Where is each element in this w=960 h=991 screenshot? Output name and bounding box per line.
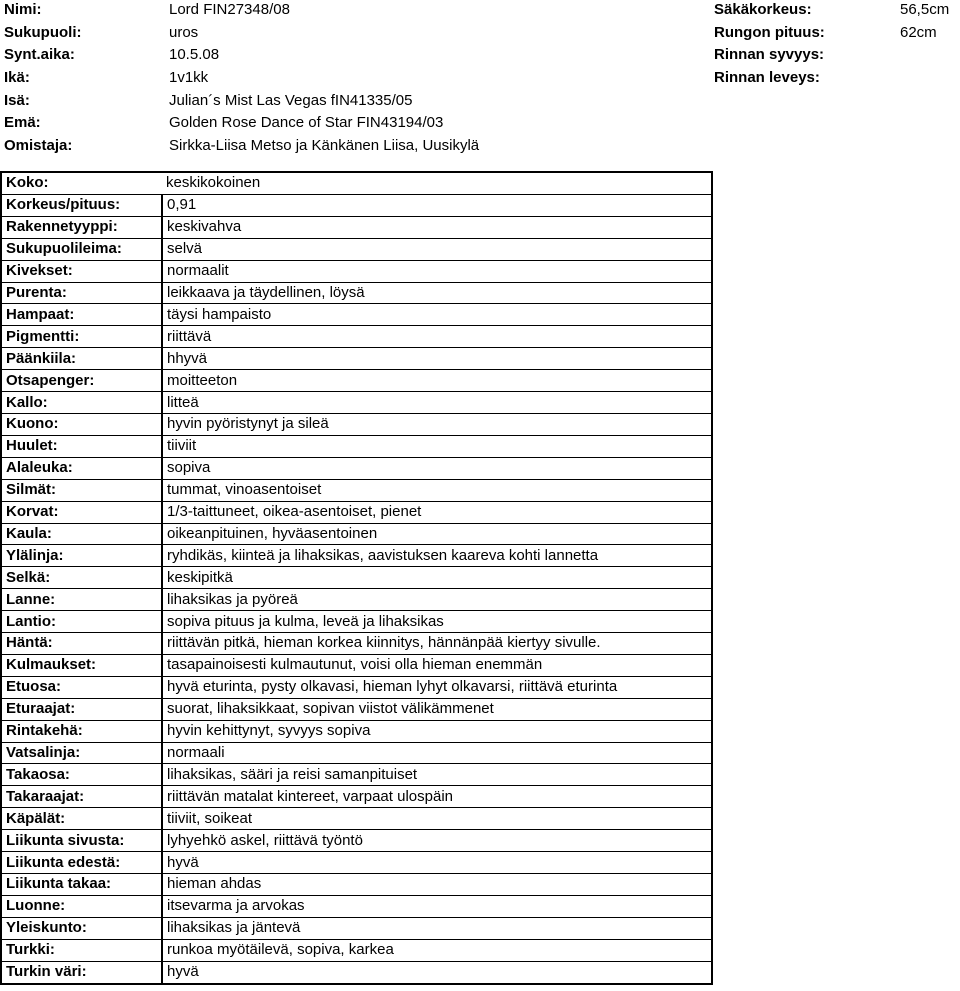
evaluation-label: Rintakehä: <box>1 720 162 742</box>
evaluation-value: tiiviit, soikeat <box>162 808 712 830</box>
evaluation-label: Korkeus/pituus: <box>1 194 162 216</box>
info-label: Nimi: <box>4 1 42 18</box>
evaluation-label: Koko: <box>1 172 162 194</box>
evaluation-row <box>1 808 712 830</box>
evaluation-value: leikkaava ja täydellinen, löysä <box>162 282 712 304</box>
info-row <box>4 45 704 68</box>
evaluation-label: Päänkiila: <box>1 348 162 370</box>
evaluation-row <box>1 479 712 501</box>
evaluation-label: Selkä: <box>1 567 162 589</box>
info-value: 1v1kk <box>169 69 209 87</box>
evaluation-value: tiiviit <box>162 435 712 457</box>
evaluation-label: Ylälinja: <box>1 545 162 567</box>
evaluation-label: Korvat: <box>1 501 162 523</box>
evaluation-row <box>1 392 712 414</box>
dog-info-header <box>4 0 704 159</box>
evaluation-value: keskipitkä <box>162 567 712 589</box>
evaluation-row <box>1 348 712 370</box>
evaluation-row <box>1 457 712 479</box>
evaluation-value: hyvin pyöristynyt ja sileä <box>162 413 712 435</box>
evaluation-row <box>1 764 712 786</box>
evaluation-row <box>1 435 712 457</box>
evaluation-value: hieman ahdas <box>162 874 712 896</box>
info-label: Isä: <box>4 91 30 109</box>
evaluation-table <box>0 171 713 985</box>
measurement-label: Rungon pituus: <box>714 23 825 41</box>
evaluation-row <box>1 589 712 611</box>
measurements-header <box>714 0 960 91</box>
measurement-label: Säkäkorkeus: <box>714 1 812 18</box>
evaluation-label: Liikunta edestä: <box>1 852 162 874</box>
evaluation-row <box>1 961 712 983</box>
evaluation-row <box>1 830 712 852</box>
info-label: Sukupuoli: <box>4 23 82 41</box>
evaluation-value: hhyvä <box>162 348 712 370</box>
evaluation-value: keskivahva <box>162 216 712 238</box>
evaluation-row <box>1 611 712 633</box>
evaluation-label: Luonne: <box>1 895 162 917</box>
evaluation-label: Alaleuka: <box>1 457 162 479</box>
evaluation-row <box>1 654 712 676</box>
evaluation-row <box>1 194 712 216</box>
evaluation-value: oikeanpituinen, hyväasentoinen <box>162 523 712 545</box>
info-row <box>4 68 704 91</box>
evaluation-value: lihaksikas, sääri ja reisi samanpituiset <box>162 764 712 786</box>
evaluation-value: hyvä <box>162 961 712 983</box>
measurement-label: Rinnan syvyys: <box>714 46 825 64</box>
evaluation-label: Silmät: <box>1 479 162 501</box>
info-row <box>4 0 704 23</box>
evaluation-row <box>1 216 712 238</box>
evaluation-value: sopiva pituus ja kulma, leveä ja lihaksikas <box>162 611 712 633</box>
evaluation-value: 0,91 <box>162 194 712 216</box>
measurement-row <box>714 0 960 23</box>
evaluation-label: Hampaat: <box>1 304 162 326</box>
evaluation-label: Takaosa: <box>1 764 162 786</box>
info-value: 10.5.08 <box>169 46 220 64</box>
evaluation-value: riittävän matalat kintereet, varpaat ulospäin <box>162 786 712 808</box>
evaluation-label: Etuosa: <box>1 676 162 698</box>
evaluation-row <box>1 742 712 764</box>
evaluation-label: Eturaajat: <box>1 698 162 720</box>
evaluation-label: Häntä: <box>1 633 162 655</box>
info-label: Emä: <box>4 114 41 132</box>
evaluation-value: selvä <box>162 238 712 260</box>
measurement-row <box>714 45 960 68</box>
info-row <box>4 113 704 136</box>
info-value: Julian´s Mist Las Vegas fIN41335/05 <box>169 91 413 109</box>
measurement-value: 56,5cm <box>900 1 950 18</box>
evaluation-value: normaali <box>162 742 712 764</box>
evaluation-row <box>1 676 712 698</box>
evaluation-label: Purenta: <box>1 282 162 304</box>
evaluation-value: tasapainoisesti kulmautunut, voisi olla hieman enemmän <box>162 654 712 676</box>
evaluation-value: litteä <box>162 392 712 414</box>
info-value: Lord FIN27348/08 <box>169 1 290 18</box>
evaluation-row <box>1 633 712 655</box>
evaluation-row <box>1 260 712 282</box>
evaluation-row <box>1 413 712 435</box>
evaluation-label: Pigmentti: <box>1 326 162 348</box>
evaluation-value: hyvä <box>162 852 712 874</box>
evaluation-label: Lantio: <box>1 611 162 633</box>
info-row <box>4 91 704 114</box>
evaluation-label: Rakennetyyppi: <box>1 216 162 238</box>
evaluation-row <box>1 567 712 589</box>
evaluation-label: Sukupuolileima: <box>1 238 162 260</box>
evaluation-label: Kuono: <box>1 413 162 435</box>
evaluation-label: Kivekset: <box>1 260 162 282</box>
evaluation-value: itsevarma ja arvokas <box>162 895 712 917</box>
evaluation-value: riittävä <box>162 326 712 348</box>
evaluation-row <box>1 939 712 961</box>
evaluation-row <box>1 172 712 194</box>
info-value: Golden Rose Dance of Star FIN43194/03 <box>169 114 444 132</box>
info-label: Synt.aika: <box>4 46 75 64</box>
evaluation-value: keskikokoinen <box>162 172 712 194</box>
evaluation-value: hyvin kehittynyt, syvyys sopiva <box>162 720 712 742</box>
evaluation-label: Liikunta takaa: <box>1 874 162 896</box>
evaluation-value: lihaksikas ja pyöreä <box>162 589 712 611</box>
measurement-label: Rinnan leveys: <box>714 69 820 87</box>
evaluation-row <box>1 282 712 304</box>
evaluation-value: lihaksikas ja jäntevä <box>162 917 712 939</box>
evaluation-row <box>1 370 712 392</box>
evaluation-value: suorat, lihaksikkaat, sopivan viistot välikämmenet <box>162 698 712 720</box>
evaluation-label: Kallo: <box>1 392 162 414</box>
evaluation-row <box>1 523 712 545</box>
evaluation-label: Käpälät: <box>1 808 162 830</box>
evaluation-value: lyhyehkö askel, riittävä työntö <box>162 830 712 852</box>
evaluation-row <box>1 852 712 874</box>
info-value: Sirkka-Liisa Metso ja Känkänen Liisa, Uusikylä <box>169 137 480 155</box>
measurement-row <box>714 68 960 91</box>
evaluation-value: runkoa myötäilevä, sopiva, karkea <box>162 939 712 961</box>
evaluation-value: normaalit <box>162 260 712 282</box>
evaluation-label: Vatsalinja: <box>1 742 162 764</box>
evaluation-value: sopiva <box>162 457 712 479</box>
evaluation-row <box>1 917 712 939</box>
evaluation-label: Otsapenger: <box>1 370 162 392</box>
info-label: Omistaja: <box>4 137 73 155</box>
evaluation-row <box>1 501 712 523</box>
evaluation-row <box>1 326 712 348</box>
info-row <box>4 23 704 46</box>
evaluation-row <box>1 238 712 260</box>
evaluation-label: Turkki: <box>1 939 162 961</box>
evaluation-row <box>1 720 712 742</box>
evaluation-row <box>1 786 712 808</box>
evaluation-value: täysi hampaisto <box>162 304 712 326</box>
evaluation-value: ryhdikäs, kiinteä ja lihaksikas, aavistuksen kaareva kohti lannetta <box>162 545 712 567</box>
evaluation-label: Lanne: <box>1 589 162 611</box>
info-row <box>4 136 704 159</box>
info-value: uros <box>169 23 199 41</box>
evaluation-label: Liikunta sivusta: <box>1 830 162 852</box>
info-label: Ikä: <box>4 69 30 87</box>
measurement-value: 62cm <box>900 23 937 41</box>
evaluation-row <box>1 874 712 896</box>
evaluation-label: Kaula: <box>1 523 162 545</box>
evaluation-row <box>1 545 712 567</box>
evaluation-row <box>1 895 712 917</box>
evaluation-label: Huulet: <box>1 435 162 457</box>
evaluation-value: 1/3-taittuneet, oikea-asentoiset, pienet <box>162 501 712 523</box>
evaluation-label: Kulmaukset: <box>1 654 162 676</box>
evaluation-label: Turkin väri: <box>1 961 162 983</box>
evaluation-value: riittävän pitkä, hieman korkea kiinnitys, hännänpää kiertyy sivulle. <box>162 633 712 655</box>
evaluation-value: moitteeton <box>162 370 712 392</box>
measurement-row <box>714 23 960 46</box>
evaluation-value: tummat, vinoasentoiset <box>162 479 712 501</box>
evaluation-label: Yleiskunto: <box>1 917 162 939</box>
evaluation-row <box>1 304 712 326</box>
evaluation-value: hyvä eturinta, pysty olkavasi, hieman lyhyt olkavarsi, riittävä eturinta <box>162 676 712 698</box>
evaluation-row <box>1 698 712 720</box>
evaluation-label: Takaraajat: <box>1 786 162 808</box>
